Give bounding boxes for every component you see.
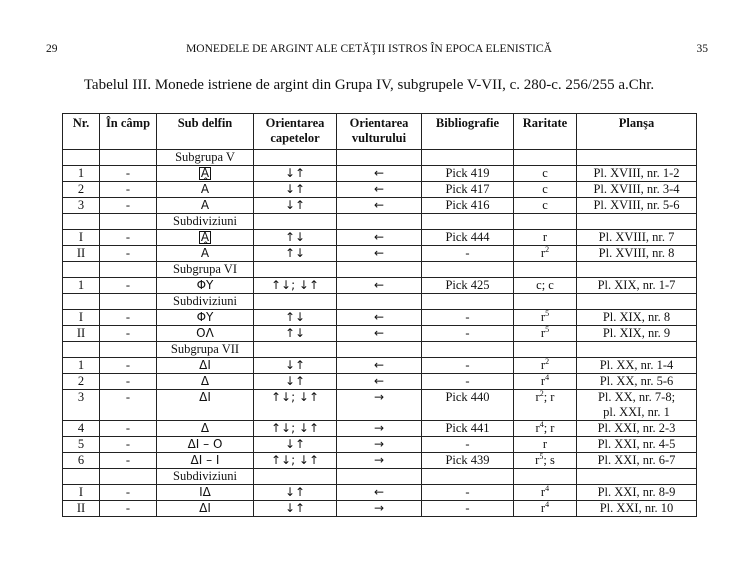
plansa-ref: Pl. XVIII, nr. 8 bbox=[598, 246, 675, 260]
cell-camp: - bbox=[100, 278, 157, 294]
cell-empty bbox=[100, 150, 157, 166]
rarity-degree: 5 bbox=[545, 324, 550, 334]
cell-raritate bbox=[514, 166, 577, 182]
cell-plansa bbox=[577, 374, 697, 390]
table-row bbox=[63, 437, 697, 453]
cell-empty bbox=[337, 262, 422, 278]
delfin-symbol: A bbox=[200, 166, 210, 180]
cell-nr: I bbox=[63, 485, 100, 501]
cell-empty bbox=[422, 150, 514, 166]
table-row bbox=[63, 182, 697, 198]
cell-bibliografie: - bbox=[422, 501, 514, 517]
cell-raritate bbox=[514, 230, 577, 246]
plansa-ref: Pl. XIX, nr. 1-7 bbox=[597, 278, 676, 292]
cell-nr: I bbox=[63, 230, 100, 246]
cell-sub-delfin bbox=[157, 198, 254, 214]
delfin-symbol: Δ bbox=[200, 374, 210, 388]
plansa-ref: Pl. XXI, nr. 4-5 bbox=[597, 437, 676, 451]
cell-empty bbox=[337, 150, 422, 166]
cell-orientarea-capetelor: ↓↑ bbox=[254, 358, 337, 374]
delfin-symbol: ^ A bbox=[201, 182, 209, 197]
subgroup-label: Subgrupa V bbox=[157, 150, 254, 166]
rarity-value: r bbox=[535, 453, 540, 467]
delfin-symbol: ΙΔ bbox=[199, 485, 211, 499]
cell-nr: II bbox=[63, 326, 100, 342]
table-row bbox=[63, 310, 697, 326]
cell-camp: - bbox=[100, 166, 157, 182]
delfin-symbol: ΦΥ bbox=[196, 278, 214, 292]
cell-empty bbox=[577, 214, 697, 230]
rarity-value: c bbox=[542, 198, 548, 212]
cell-raritate bbox=[514, 501, 577, 517]
cell-plansa bbox=[577, 278, 697, 294]
cell-orientarea-vulturului: → bbox=[337, 390, 422, 421]
cell-bibliografie: - bbox=[422, 374, 514, 390]
cell-orientarea-vulturului: → bbox=[337, 453, 422, 469]
cell-orientarea-capetelor: ↑↓ bbox=[254, 326, 337, 342]
cell-empty bbox=[100, 262, 157, 278]
delfin-symbol: ΔΙ – Ο bbox=[187, 437, 223, 451]
cell-empty bbox=[254, 294, 337, 310]
subgroup-row bbox=[63, 150, 697, 166]
delfin-symbol: A bbox=[200, 230, 210, 244]
cell-empty bbox=[254, 262, 337, 278]
rarity-value: c bbox=[542, 166, 548, 180]
cell-orientarea-vulturului: ← bbox=[337, 485, 422, 501]
cell-orientarea-capetelor: ↓↑ bbox=[254, 501, 337, 517]
cell-nr: I bbox=[63, 310, 100, 326]
plansa-ref: Pl. XIX, nr. 8 bbox=[602, 310, 671, 324]
cell-nr: 3 bbox=[63, 198, 100, 214]
cell-bibliografie: Pick 444 bbox=[422, 230, 514, 246]
cell-plansa bbox=[577, 182, 697, 198]
cell-orientarea-vulturului: ← bbox=[337, 198, 422, 214]
cell-camp: - bbox=[100, 390, 157, 421]
page-number-left: 29 bbox=[46, 43, 58, 55]
cell-plansa bbox=[577, 501, 697, 517]
table-row bbox=[63, 390, 697, 421]
plansa-ref: Pl. XXI, nr. 8-9 bbox=[597, 485, 676, 499]
cell-empty bbox=[422, 342, 514, 358]
cell-sub-delfin bbox=[157, 374, 254, 390]
cell-bibliografie: Pick 425 bbox=[422, 278, 514, 294]
cell-orientarea-vulturului: ← bbox=[337, 246, 422, 262]
cell-empty bbox=[254, 150, 337, 166]
table-row bbox=[63, 501, 697, 517]
cell-raritate bbox=[514, 310, 577, 326]
cell-empty bbox=[100, 214, 157, 230]
table-row bbox=[63, 421, 697, 437]
delfin-symbol: ΔΙ bbox=[199, 358, 211, 372]
cell-plansa bbox=[577, 310, 697, 326]
cell-empty bbox=[63, 150, 100, 166]
cell-bibliografie: Pick 417 bbox=[422, 182, 514, 198]
col-header-nr: Nr. bbox=[63, 114, 100, 150]
rarity-value: c bbox=[542, 182, 548, 196]
cell-orientarea-vulturului: ← bbox=[337, 358, 422, 374]
cell-orientarea-vulturului: ← bbox=[337, 326, 422, 342]
cell-camp: - bbox=[100, 358, 157, 374]
cell-orientarea-capetelor: ↑↓; ↓↑ bbox=[254, 453, 337, 469]
cell-nr: II bbox=[63, 246, 100, 262]
cell-empty bbox=[422, 294, 514, 310]
subgroup-row bbox=[63, 214, 697, 230]
delfin-symbol: Δ bbox=[200, 421, 210, 435]
plansa-ref: Pl. XX, nr. 1-4 bbox=[599, 358, 674, 372]
cell-empty bbox=[100, 342, 157, 358]
cell-camp: - bbox=[100, 246, 157, 262]
delfin-symbol: A bbox=[200, 198, 210, 212]
cell-raritate bbox=[514, 358, 577, 374]
table-row bbox=[63, 278, 697, 294]
rarity-value: r bbox=[540, 358, 546, 372]
cell-bibliografie: - bbox=[422, 246, 514, 262]
table-row bbox=[63, 485, 697, 501]
cell-sub-delfin bbox=[157, 246, 254, 262]
plansa-ref: Pl. XVIII, nr. 7 bbox=[598, 230, 675, 244]
plansa-ref: Pl. XIX, nr. 9 bbox=[602, 326, 671, 340]
rarity-extra: ; r bbox=[543, 390, 555, 404]
cell-empty bbox=[337, 469, 422, 485]
cell-orientarea-capetelor: ↑↓ bbox=[254, 310, 337, 326]
cell-sub-delfin bbox=[157, 453, 254, 469]
cell-bibliografie: - bbox=[422, 326, 514, 342]
rarity-value: r bbox=[540, 326, 546, 340]
rarity-value: r bbox=[540, 310, 546, 324]
cell-orientarea-capetelor: ↓↑ bbox=[254, 182, 337, 198]
cell-orientarea-vulturului: → bbox=[337, 501, 422, 517]
rarity-degree: 4 bbox=[545, 499, 550, 509]
delfin-symbol: ΔΙ bbox=[199, 501, 211, 515]
cell-sub-delfin bbox=[157, 501, 254, 517]
coins-table bbox=[62, 113, 697, 517]
cell-sub-delfin bbox=[157, 182, 254, 198]
cell-plansa bbox=[577, 437, 697, 453]
cell-sub-delfin bbox=[157, 485, 254, 501]
subgroup-label: Subgrupa VII bbox=[157, 342, 254, 358]
plansa-ref: Pl. XVIII, nr. 5-6 bbox=[593, 198, 680, 212]
cell-empty bbox=[514, 294, 577, 310]
cell-orientarea-vulturului: ← bbox=[337, 278, 422, 294]
delfin-symbol: ΦΥ bbox=[196, 310, 214, 324]
cell-sub-delfin bbox=[157, 390, 254, 421]
delfin-symbol: ΔΙ bbox=[199, 390, 211, 404]
table-row bbox=[63, 453, 697, 469]
cell-raritate bbox=[514, 326, 577, 342]
cell-camp: - bbox=[100, 437, 157, 453]
cell-bibliografie: Pick 439 bbox=[422, 453, 514, 469]
table-row bbox=[63, 358, 697, 374]
col-header-camp: În câmp bbox=[100, 114, 157, 150]
plansa-ref: Pl. XVIII, nr. 1-2 bbox=[593, 166, 680, 180]
cell-nr: 2 bbox=[63, 182, 100, 198]
plansa-ref: Pl. XX, nr. 7-8; bbox=[597, 390, 676, 404]
cell-sub-delfin bbox=[157, 326, 254, 342]
rarity-value: r bbox=[540, 246, 546, 260]
cell-plansa bbox=[577, 198, 697, 214]
cell-raritate bbox=[514, 437, 577, 453]
rarity-value: r bbox=[540, 501, 546, 515]
cell-bibliografie: - bbox=[422, 437, 514, 453]
rarity-degree: 4 bbox=[545, 372, 550, 382]
cell-nr: 2 bbox=[63, 374, 100, 390]
cell-nr: II bbox=[63, 501, 100, 517]
subgroup-label: Subdiviziuni bbox=[157, 214, 254, 230]
cell-empty bbox=[254, 469, 337, 485]
cell-plansa bbox=[577, 166, 697, 182]
cell-orientarea-capetelor: ↓↑ bbox=[254, 166, 337, 182]
rarity-value: r bbox=[540, 485, 546, 499]
cell-camp: - bbox=[100, 326, 157, 342]
rarity-degree: 5 bbox=[545, 308, 550, 318]
running-title: MONEDELE DE ARGINT ALE CETĂŢII ISTROS ÎN EPOCA ELENISTICĂ bbox=[186, 43, 552, 55]
cell-raritate bbox=[514, 246, 577, 262]
cell-orientarea-capetelor: ↓↑ bbox=[254, 485, 337, 501]
cell-sub-delfin bbox=[157, 310, 254, 326]
cell-camp: - bbox=[100, 182, 157, 198]
cell-plansa bbox=[577, 421, 697, 437]
rarity-value: c; c bbox=[536, 278, 554, 292]
cell-orientarea-capetelor: ↑↓; ↓↑ bbox=[254, 421, 337, 437]
cell-nr: 4 bbox=[63, 421, 100, 437]
cell-empty bbox=[514, 469, 577, 485]
rarity-degree: 4 bbox=[545, 483, 550, 493]
cell-empty bbox=[63, 214, 100, 230]
cell-bibliografie: - bbox=[422, 310, 514, 326]
cell-sub-delfin bbox=[157, 358, 254, 374]
table-row bbox=[63, 246, 697, 262]
cell-empty bbox=[254, 214, 337, 230]
cell-orientarea-capetelor: ↑↓; ↓↑ bbox=[254, 390, 337, 421]
rarity-extra: ; s bbox=[543, 453, 555, 467]
cell-orientarea-vulturului: → bbox=[337, 437, 422, 453]
cell-empty bbox=[577, 150, 697, 166]
col-header-orientarea-capetelor: Orientarea capetelor bbox=[254, 114, 337, 150]
cell-empty bbox=[577, 262, 697, 278]
cell-empty bbox=[422, 214, 514, 230]
cell-empty bbox=[514, 262, 577, 278]
cell-empty bbox=[577, 294, 697, 310]
cell-nr: 1 bbox=[63, 358, 100, 374]
cell-camp: - bbox=[100, 374, 157, 390]
rarity-value: r bbox=[540, 374, 546, 388]
table-header-row bbox=[63, 114, 697, 150]
cell-camp: - bbox=[100, 230, 157, 246]
cell-sub-delfin bbox=[157, 278, 254, 294]
rarity-value: r bbox=[542, 437, 548, 451]
cell-empty bbox=[63, 342, 100, 358]
cell-bibliografie: Pick 419 bbox=[422, 166, 514, 182]
cell-bibliografie: Pick 440 bbox=[422, 390, 514, 421]
cell-nr: 5 bbox=[63, 437, 100, 453]
cell-empty bbox=[577, 342, 697, 358]
cell-empty bbox=[577, 469, 697, 485]
cell-raritate bbox=[514, 453, 577, 469]
cell-orientarea-capetelor: ↓↑ bbox=[254, 198, 337, 214]
subgroup-label: Subdiviziuni bbox=[157, 469, 254, 485]
subgroup-label: Subgrupa VI bbox=[157, 262, 254, 278]
rarity-degree: 2 bbox=[545, 356, 550, 366]
cell-empty bbox=[63, 469, 100, 485]
cell-plansa bbox=[577, 246, 697, 262]
table-body bbox=[63, 150, 697, 517]
cell-empty bbox=[337, 294, 422, 310]
cell-empty bbox=[100, 469, 157, 485]
cell-orientarea-vulturului: ← bbox=[337, 166, 422, 182]
subgroup-label: Subdiviziuni bbox=[157, 294, 254, 310]
delfin-symbol: ^ A bbox=[201, 246, 209, 261]
cell-raritate bbox=[514, 374, 577, 390]
cell-camp: - bbox=[100, 453, 157, 469]
cell-nr: 1 bbox=[63, 278, 100, 294]
plansa-ref-2: pl. XXI, nr. 1 bbox=[603, 405, 670, 419]
cell-orientarea-vulturului: ← bbox=[337, 374, 422, 390]
cell-orientarea-capetelor: ↓↑ bbox=[254, 437, 337, 453]
rarity-value: r bbox=[535, 390, 540, 404]
rarity-degree: 2 bbox=[539, 388, 544, 398]
subgroup-row bbox=[63, 469, 697, 485]
cell-plansa bbox=[577, 326, 697, 342]
plansa-ref: Pl. XXI, nr. 2-3 bbox=[597, 421, 676, 435]
cell-bibliografie: - bbox=[422, 358, 514, 374]
cell-raritate bbox=[514, 421, 577, 437]
table-row bbox=[63, 374, 697, 390]
cell-orientarea-vulturului: ← bbox=[337, 182, 422, 198]
delfin-symbol: ΔΙ – Ι bbox=[190, 453, 220, 467]
cell-camp: - bbox=[100, 501, 157, 517]
cell-sub-delfin bbox=[157, 421, 254, 437]
table-row bbox=[63, 198, 697, 214]
rarity-degree: 2 bbox=[545, 244, 550, 254]
plansa-ref: Pl. XXI, nr. 6-7 bbox=[597, 453, 676, 467]
rarity-value: r bbox=[535, 421, 540, 435]
cell-orientarea-capetelor: ↓↑ bbox=[254, 374, 337, 390]
cell-orientarea-capetelor: ↑↓; ↓↑ bbox=[254, 278, 337, 294]
cell-raritate bbox=[514, 390, 577, 421]
subgroup-row bbox=[63, 342, 697, 358]
cell-nr: 6 bbox=[63, 453, 100, 469]
cell-bibliografie: Pick 416 bbox=[422, 198, 514, 214]
cell-empty bbox=[422, 469, 514, 485]
col-header-bibliografie: Bibliografie bbox=[422, 114, 514, 150]
cell-plansa bbox=[577, 230, 697, 246]
cell-empty bbox=[254, 342, 337, 358]
rarity-degree: 5 bbox=[539, 451, 544, 461]
table-row bbox=[63, 230, 697, 246]
cell-orientarea-capetelor: ↑↓ bbox=[254, 230, 337, 246]
cell-empty bbox=[100, 294, 157, 310]
rarity-extra: ; r bbox=[543, 421, 555, 435]
cell-raritate bbox=[514, 182, 577, 198]
plansa-ref: Pl. XVIII, nr. 3-4 bbox=[593, 182, 680, 196]
cell-raritate bbox=[514, 198, 577, 214]
cell-orientarea-vulturului: ← bbox=[337, 230, 422, 246]
cell-plansa bbox=[577, 358, 697, 374]
rarity-degree: 4 bbox=[539, 419, 544, 429]
col-header-raritate: Raritate bbox=[514, 114, 577, 150]
cell-orientarea-vulturului: → bbox=[337, 421, 422, 437]
cell-sub-delfin bbox=[157, 437, 254, 453]
cell-empty bbox=[63, 262, 100, 278]
cell-empty bbox=[63, 294, 100, 310]
plansa-ref: Pl. XXI, nr. 10 bbox=[599, 501, 674, 515]
cell-plansa bbox=[577, 390, 697, 421]
cell-empty bbox=[514, 150, 577, 166]
table-row bbox=[63, 166, 697, 182]
table-row bbox=[63, 326, 697, 342]
col-header-sub-delfin: Sub delfin bbox=[157, 114, 254, 150]
cell-camp: - bbox=[100, 310, 157, 326]
cell-camp: - bbox=[100, 198, 157, 214]
col-header-orientarea-vulturului: Orientarea vulturului bbox=[337, 114, 422, 150]
subgroup-row bbox=[63, 262, 697, 278]
cell-bibliografie: Pick 441 bbox=[422, 421, 514, 437]
page-number-right: 35 bbox=[696, 43, 708, 55]
cell-raritate bbox=[514, 485, 577, 501]
cell-empty bbox=[514, 342, 577, 358]
table-caption: Tabelul III. Monede istriene de argint din Grupa IV, subgrupele V-VII, c. 280-c. 256/255 a.Chr. bbox=[83, 77, 655, 93]
plansa-ref: Pl. XX, nr. 5-6 bbox=[599, 374, 674, 388]
cell-plansa bbox=[577, 453, 697, 469]
rarity-value: r bbox=[542, 230, 548, 244]
cell-camp: - bbox=[100, 421, 157, 437]
cell-nr: 1 bbox=[63, 166, 100, 182]
cell-empty bbox=[422, 262, 514, 278]
cell-raritate bbox=[514, 278, 577, 294]
cell-empty bbox=[514, 214, 577, 230]
cell-nr: 3 bbox=[63, 390, 100, 421]
cell-camp: - bbox=[100, 485, 157, 501]
cell-empty bbox=[337, 342, 422, 358]
cell-orientarea-capetelor: ↑↓ bbox=[254, 246, 337, 262]
cell-bibliografie: - bbox=[422, 485, 514, 501]
col-header-plansa: Planşa bbox=[577, 114, 697, 150]
cell-plansa bbox=[577, 485, 697, 501]
subgroup-row bbox=[63, 294, 697, 310]
delfin-symbol: ΟΛ bbox=[196, 326, 214, 340]
cell-empty bbox=[337, 214, 422, 230]
cell-orientarea-vulturului: ← bbox=[337, 310, 422, 326]
